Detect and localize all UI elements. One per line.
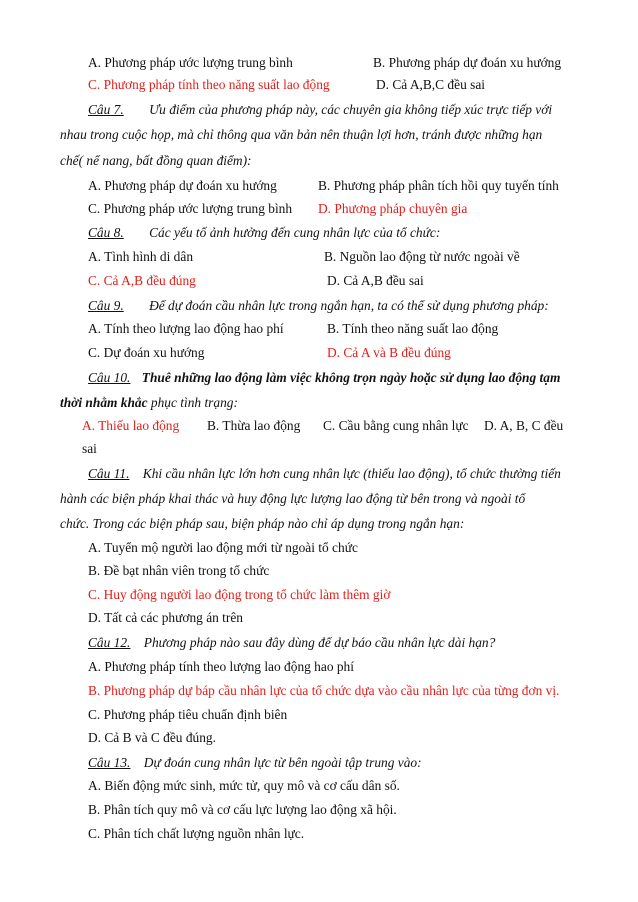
q9-text-line-1: Để dự đoán cầu nhân lực trong ngắn hạn, ta có thể sử dụng phương pháp: [149, 298, 549, 313]
q8-option-d: D. Cả A,B đều sai [327, 273, 424, 288]
q13-text-line-1: Dự đoán cung nhân lực từ bên ngoài tập trung vào: [143, 755, 422, 770]
q13-question [88, 754, 422, 771]
q11-text-line-3: chức. Trong các biện pháp sau, biện pháp nào chỉ áp dụng trong ngắn hạn: [60, 516, 465, 531]
q8-option-a: A. Tình hình di dân [88, 249, 194, 264]
q13-option-c: C. Phân tích chất lượng nguồn nhân lực. [88, 826, 305, 841]
q7-text-line-2: nhau trong cuộc họp, mà chỉ thông qua văn bản nên thuận lợi hơn, tránh được những hạn [60, 127, 543, 142]
q9-option-d-answer: D. Cả A và B đều đúng [327, 345, 451, 360]
q6-option-c-answer: C. Phương pháp tính theo năng suất lao động [88, 77, 330, 92]
q8-question [88, 224, 440, 241]
q10-option-a-answer: A. Thiếu lao động [82, 418, 180, 433]
q10-text-line-2 [60, 394, 238, 411]
q7-option-a: A. Phương pháp dự đoán xu hướng [88, 178, 277, 193]
q12-question [88, 634, 495, 651]
q6-option-a: A. Phương pháp ước lượng trung bình [88, 55, 293, 70]
q12-text-line-1: Phương pháp nào sau đây dùng để dự báo cầu nhân lực dài hạn? [143, 635, 496, 650]
q8-option-b: B. Nguồn lao động từ nước ngoài về [324, 249, 520, 264]
q7-text-line-3: chế( nể nang, bất đồng quan điểm): [60, 153, 252, 168]
q11-option-c-answer: C. Huy động người lao động trong tổ chức làm thêm giờ [88, 587, 391, 602]
q11-option-b: B. Đề bạt nhân viên trong tổ chức [88, 563, 270, 578]
q9-option-b: B. Tính theo năng suất lao động [327, 321, 499, 336]
q7-option-d-answer: D. Phương pháp chuyên gia [318, 201, 468, 216]
q13-label: Câu 13. [88, 755, 131, 770]
q10-option-c: C. Cầu bằng cung nhân lực [323, 418, 469, 433]
q10-option-b: B. Thừa lao động [207, 418, 301, 433]
q10-text-line-1: Thuê những lao động làm việc không trọn ngày hoặc sử dụng lao động tạm [141, 370, 561, 385]
q8-option-c-answer: C. Cả A,B đều đúng [88, 273, 196, 288]
q10-label: Câu 10. [88, 370, 131, 385]
q11-label: Câu 11. [88, 466, 130, 481]
q11-question [88, 465, 561, 482]
q11-option-a: A. Tuyển mộ người lao động mới từ ngoài tổ chức [88, 540, 358, 555]
q7-option-c: C. Phương pháp ước lượng trung bình [88, 201, 293, 216]
q9-question [88, 297, 549, 314]
q10-option-d: D. A, B, C đều [484, 418, 564, 433]
q12-option-a: A. Phương pháp tính theo lượng lao động hao phí [88, 659, 354, 674]
q9-option-a: A. Tính theo lượng lao động hao phí [88, 321, 284, 336]
q7-text-line-1: Ưu điểm của phương pháp này, các chuyên gia không tiếp xúc trực tiếp với [149, 102, 553, 117]
q10-text-line-2-plain: phục tình trạng: [147, 395, 238, 410]
q13-option-a: A. Biến động mức sinh, mức tử, quy mô và cơ cấu dân số. [88, 778, 400, 793]
q7-label: Câu 7. [88, 102, 124, 117]
q10-question [88, 369, 560, 386]
q11-text-line-2: hành các biện pháp khai thác và huy động lực lượng lao động từ bên trong và ngoài tổ [60, 491, 526, 506]
q8-text-line-1: Các yếu tố ảnh hưởng đến cung nhân lực của tổ chức: [149, 225, 441, 240]
q12-option-c: C. Phương pháp tiêu chuẩn định biên [88, 707, 288, 722]
q11-option-d: D. Tất cả các phương án trên [88, 610, 243, 625]
q12-label: Câu 12. [88, 635, 131, 650]
q6-option-b: B. Phương pháp dự đoán xu hướng [373, 55, 562, 70]
q13-option-b: B. Phân tích quy mô và cơ cấu lực lượng lao động xã hội. [88, 802, 397, 817]
q12-option-b-answer: B. Phương pháp dự báp cầu nhân lực của tổ chức dựa vào cầu nhân lực của từng đơn vị. [88, 683, 560, 698]
q9-option-c: C. Dự đoán xu hướng [88, 345, 205, 360]
q11-text-line-1: Khi cầu nhân lực lớn hơn cung nhân lực (thiếu lao động), tổ chức thường tiến [142, 466, 561, 481]
q7-option-b: B. Phương pháp phân tích hồi quy tuyến tính [318, 178, 559, 193]
q10-text-line-2-bold: thời nhằm khắc [60, 395, 148, 410]
q9-label: Câu 9. [88, 298, 124, 313]
q7-question [88, 101, 552, 118]
q10-option-d-continued: sai [82, 441, 97, 456]
q8-label: Câu 8. [88, 225, 124, 240]
q12-option-d: D. Cả B và C đều đúng. [88, 730, 216, 745]
q6-option-d: D. Cả A,B,C đều sai [376, 77, 485, 92]
